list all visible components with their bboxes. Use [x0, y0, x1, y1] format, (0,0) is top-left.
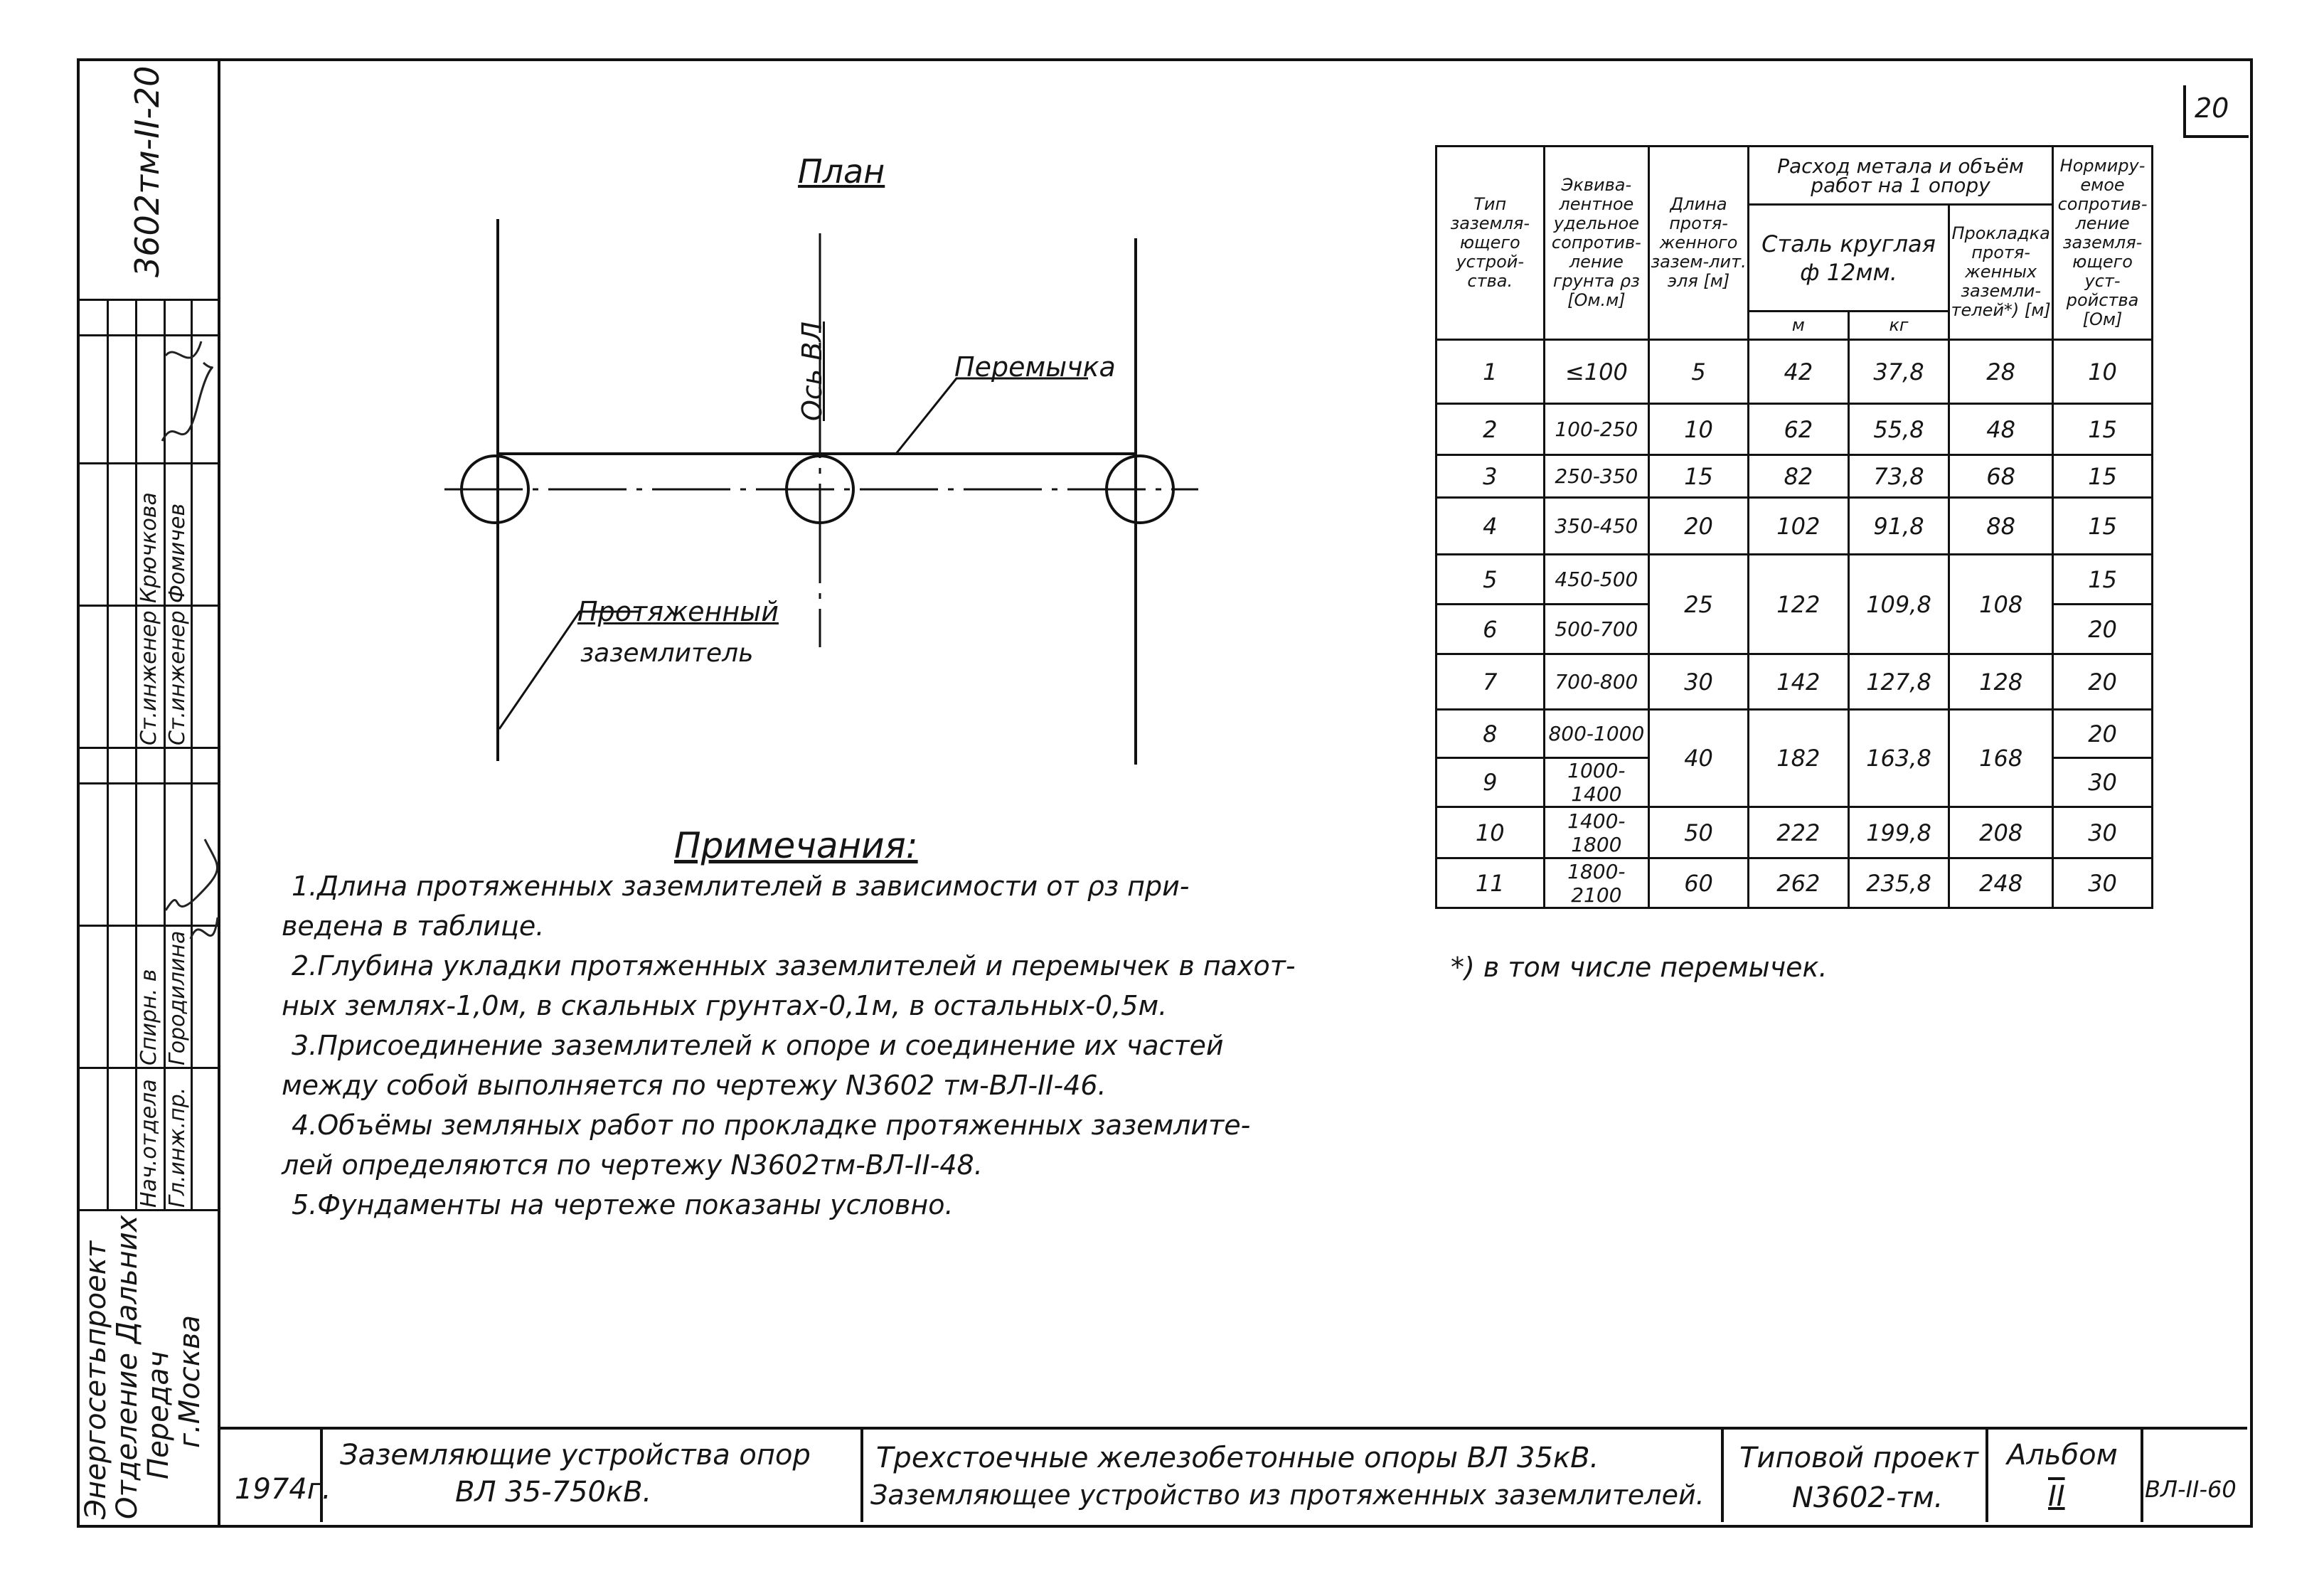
- cell-trench: 28: [1949, 340, 2053, 404]
- sig-role-1: Ст.инженер: [137, 610, 161, 745]
- note-line-9: 5.Фундаменты на чертеже показаны условно.: [292, 1189, 954, 1220]
- cell-length: 25: [1649, 555, 1749, 654]
- sig-role-2: Ст.инженер: [165, 610, 190, 745]
- table-body: [1436, 340, 2153, 908]
- tb-subject-1: Заземляющие устройства опор: [340, 1439, 811, 1472]
- cell-steel-kg: 73,8: [1848, 455, 1949, 498]
- cell-rho: 100-250: [1544, 404, 1649, 455]
- note-line-6: между собой выполняется по чертежу N3602 тм-ВЛ-II-46.: [282, 1070, 1107, 1101]
- note-line-7: 4.Объёмы земляных работ по прокладке протяженных заземлите-: [292, 1110, 1251, 1141]
- grounding-table: [1435, 145, 2153, 909]
- side-code: 3602тм-II-20: [128, 65, 166, 277]
- cell-steel-m: 122: [1748, 555, 1848, 654]
- org-line-1: Энергосетьпроект: [80, 1240, 112, 1519]
- header-trench: Прокладка протя-женных заземли-телей*) [м]: [1949, 205, 2053, 340]
- tb-div-4: [1985, 1427, 1988, 1522]
- tb-div-5: [2141, 1427, 2143, 1522]
- plan-title: План: [798, 152, 885, 191]
- electrode-label-1: Протяженный: [577, 596, 779, 627]
- electrode-label-2: заземлитель: [580, 639, 754, 668]
- plan-drawing: [427, 206, 1209, 789]
- cell-steel-m: 42: [1748, 340, 1848, 404]
- tb-album-1: Альбом: [2007, 1439, 2118, 1472]
- cell-steel-m: 82: [1748, 455, 1848, 498]
- sig-name-2: Фомичев: [165, 503, 190, 603]
- header-resistivity: Эквива-лентное удельное сопротив-ление грунта ρз [Ом.м]: [1544, 147, 1649, 340]
- cell-steel-m: 182: [1748, 710, 1848, 807]
- cell-steel-kg: 199,8: [1848, 807, 1949, 858]
- cell-type: 6: [1436, 605, 1545, 654]
- cell-norm: 30: [2053, 858, 2153, 908]
- cell-type: 7: [1436, 654, 1545, 710]
- note-line-2: ведена в таблице.: [282, 910, 545, 942]
- cell-trench: 108: [1949, 555, 2053, 654]
- org-line-2: Отделение Дальних: [111, 1215, 144, 1519]
- cell-norm: 15: [2053, 555, 2153, 605]
- note-line-1: 1.Длина протяженных заземлителей в зависимости от ρз при-: [292, 871, 1190, 902]
- cell-type: 10: [1436, 807, 1545, 858]
- cell-rho: 700-800: [1544, 654, 1649, 710]
- cell-type: 11: [1436, 858, 1545, 908]
- cell-rho: 500-700: [1544, 605, 1649, 654]
- cell-steel-kg: 127,8: [1848, 654, 1949, 710]
- cell-rho: 1800-2100: [1544, 858, 1649, 908]
- cell-steel-m: 222: [1748, 807, 1848, 858]
- cell-steel-m: 262: [1748, 858, 1848, 908]
- table-row: [1436, 455, 2153, 498]
- tb-sheet-code: ВЛ-II-60: [2145, 1476, 2237, 1503]
- cell-norm: 30: [2053, 758, 2153, 807]
- cell-rho: 250-350: [1544, 455, 1649, 498]
- table-row: [1436, 858, 2153, 908]
- cell-rho: 1400-1800: [1544, 807, 1649, 858]
- cell-steel-kg: 37,8: [1848, 340, 1949, 404]
- note-line-8: лей определяются по чертежу N3602тм-ВЛ-II-48.: [282, 1149, 983, 1181]
- note-line-4: ных землях-1,0м, в скальных грунтах-0,1м, в остальных-0,5м.: [282, 990, 1168, 1021]
- cell-norm: 15: [2053, 455, 2153, 498]
- cell-rho: 800-1000: [1544, 710, 1649, 758]
- cell-trench: 88: [1949, 498, 2053, 555]
- header-norm: Нормиру-емое сопротив-ление заземля-ющего уст-ройства [Ом]: [2053, 147, 2153, 340]
- cell-trench: 168: [1949, 710, 2053, 807]
- cell-trench: 248: [1949, 858, 2053, 908]
- cell-rho: ≤100: [1544, 340, 1649, 404]
- cell-length: 5: [1649, 340, 1749, 404]
- cell-length: 20: [1649, 498, 1749, 555]
- cell-length: 60: [1649, 858, 1749, 908]
- cell-type: 8: [1436, 710, 1545, 758]
- cell-norm: 10: [2053, 340, 2153, 404]
- cell-trench: 208: [1949, 807, 2053, 858]
- axis-label: Ось ВЛ: [796, 321, 828, 421]
- sig-name-4: Гл.инж.пр.: [165, 1087, 190, 1208]
- cell-steel-m: 62: [1748, 404, 1848, 455]
- cell-trench: 48: [1949, 404, 2053, 455]
- table-row: [1436, 807, 2153, 858]
- tb-project-2: N3602-тм.: [1792, 1481, 1944, 1514]
- table-row: [1436, 498, 2153, 555]
- cell-type: 5: [1436, 555, 1545, 605]
- cell-rho: 350-450: [1544, 498, 1649, 555]
- tb-album-2: II: [2048, 1480, 2065, 1513]
- cell-norm: 20: [2053, 654, 2153, 710]
- handwritten-signatures: [77, 299, 219, 1209]
- tb-subject-2: ВЛ 35-750кВ.: [455, 1476, 652, 1509]
- page-number: 20: [2195, 92, 2229, 124]
- sig-name-1: Крючкова: [137, 492, 161, 603]
- cell-trench: 68: [1949, 455, 2053, 498]
- cell-steel-kg: 163,8: [1848, 710, 1949, 807]
- table-row: [1436, 404, 2153, 455]
- tb-div-3: [1721, 1427, 1724, 1522]
- cell-type: 4: [1436, 498, 1545, 555]
- cell-type: 9: [1436, 758, 1545, 807]
- header-steel: Сталь круглая ф 12мм.: [1748, 205, 1949, 312]
- header-steel-kg: кг: [1848, 312, 1949, 340]
- cell-length: 50: [1649, 807, 1749, 858]
- sig-name-3: Городилина: [165, 930, 190, 1065]
- cell-norm: 30: [2053, 807, 2153, 858]
- cell-trench: 128: [1949, 654, 2053, 710]
- table-row: [1436, 654, 2153, 710]
- jumper-label: Перемычка: [954, 351, 1116, 383]
- tb-year: 1974г.: [235, 1473, 331, 1506]
- cell-steel-m: 142: [1748, 654, 1848, 710]
- note-line-5: 3.Присоединение заземлителей к опоре и соединение их частей: [292, 1030, 1224, 1061]
- header-length: Длина протя-женного зазем-лит. эля [м]: [1649, 147, 1749, 340]
- cell-type: 2: [1436, 404, 1545, 455]
- cell-steel-kg: 91,8: [1848, 498, 1949, 555]
- cell-steel-kg: 109,8: [1848, 555, 1949, 654]
- cell-steel-kg: 235,8: [1848, 858, 1949, 908]
- tb-desc-1: Трехстоечные железобетонные опоры ВЛ 35кВ.: [876, 1442, 1599, 1474]
- notes-block: [282, 866, 1296, 1225]
- table-footnote: *) в том числе перемычек.: [1451, 952, 1828, 983]
- cell-steel-m: 102: [1748, 498, 1848, 555]
- table-row: [1436, 710, 2153, 758]
- table-row: [1436, 555, 2153, 605]
- tb-desc-2: Заземляющее устройство из протяженных заземлителей.: [870, 1479, 1705, 1511]
- sig-role-4: Нач.отдела: [137, 1079, 161, 1208]
- org-line-4: г.Москва: [174, 1315, 206, 1448]
- header-type: Тип заземля-ющего устрой-ства.: [1436, 147, 1545, 340]
- cell-steel-kg: 55,8: [1848, 404, 1949, 455]
- notes-title: Примечания:: [674, 825, 918, 866]
- cell-length: 40: [1649, 710, 1749, 807]
- sig-hline-8: [77, 1209, 219, 1211]
- cell-length: 30: [1649, 654, 1749, 710]
- cell-rho: 1000-1400: [1544, 758, 1649, 807]
- tb-div-2: [860, 1427, 863, 1522]
- note-line-3: 2.Глубина укладки протяженных заземлителей и перемычек в пахот-: [292, 950, 1296, 981]
- cell-length: 10: [1649, 404, 1749, 455]
- sig-role-3: Спирн. в: [137, 969, 161, 1065]
- header-steel-m: м: [1748, 312, 1848, 340]
- cell-type: 1: [1436, 340, 1545, 404]
- cell-rho: 450-500: [1544, 555, 1649, 605]
- header-consumption: Расход метала и объём работ на 1 опору: [1748, 147, 2052, 205]
- tb-project-1: Типовой проект: [1739, 1442, 1978, 1474]
- cell-length: 15: [1649, 455, 1749, 498]
- cell-norm: 15: [2053, 404, 2153, 455]
- cell-norm: 20: [2053, 710, 2153, 758]
- cell-type: 3: [1436, 455, 1545, 498]
- cell-norm: 15: [2053, 498, 2153, 555]
- table-row: [1436, 340, 2153, 404]
- org-line-3: Передач: [142, 1351, 175, 1479]
- cell-norm: 20: [2053, 605, 2153, 654]
